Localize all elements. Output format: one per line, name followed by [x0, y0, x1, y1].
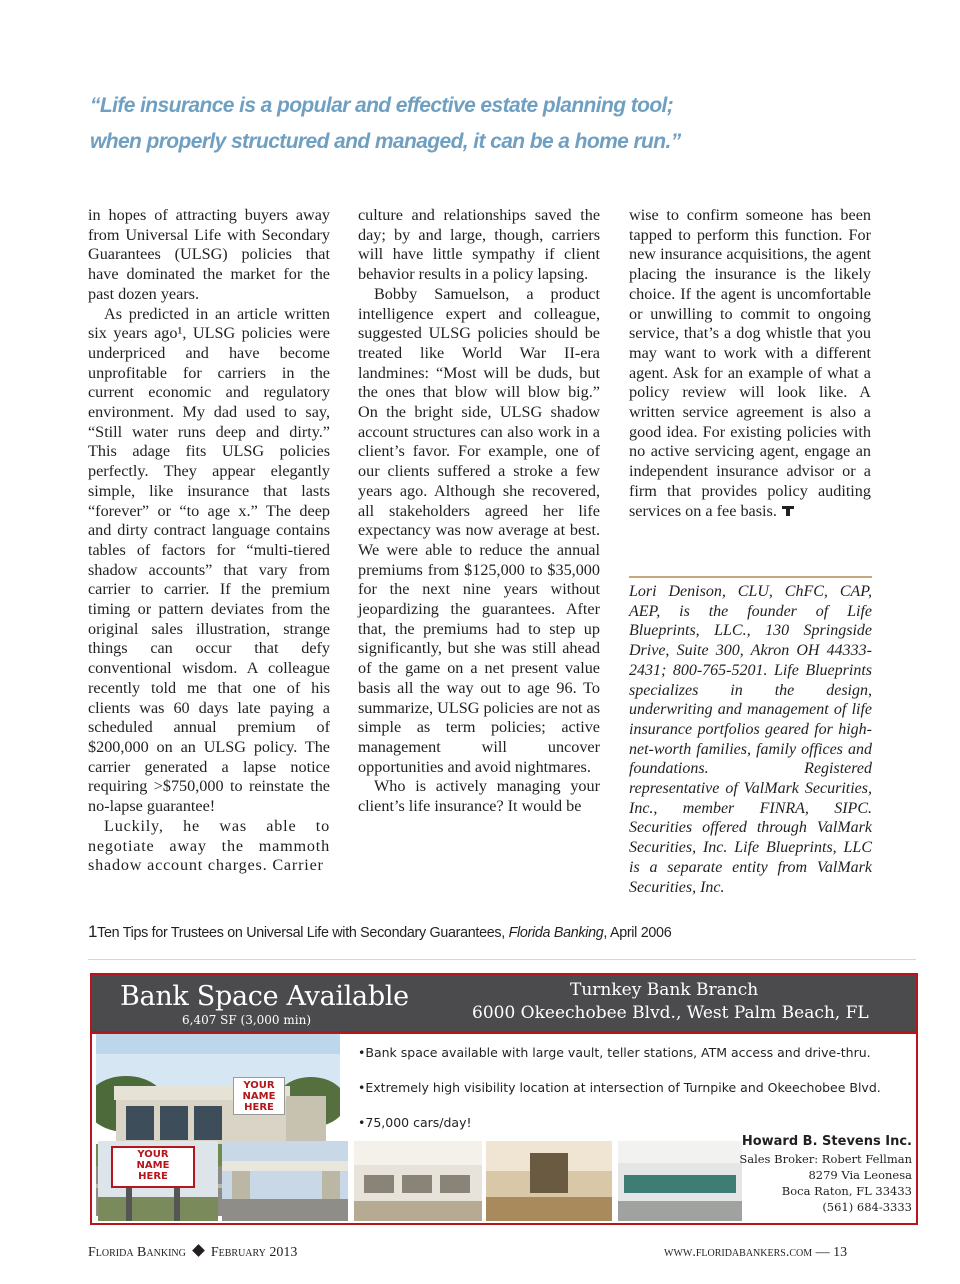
thumbnail-lobby: [486, 1141, 612, 1221]
pull-quote: [90, 88, 790, 160]
website-url: www.floridabankers.com: [664, 1245, 813, 1260]
paragraph: As predicted in an article written six years ago¹, ULSG policies were underpriced and have become unprofitable for carriers in the current economic and regulatory environment. My dad used to say, “Still water runs deep and dirty.” This adage fits ULSG policies perfectly. They appear elegantly simple, like insurance that lasts “forever” or “to age x.” The deep and dirty contract language contains tables of factors for “multi-tiered shadow accounts” that vary from carrier to carrier. If the premium timing or pattern deviates from the original sales illustration, strange things can occur that defy conventional wisdom. A colleague recently told me that one of his clients was 60 days late paying a scheduled annual premium of $200,000 on an ULSG policy. The carrier generated a lapse notice requiring >$750,000 to reinstate the no-lapse guarantee!: [88, 304, 330, 816]
author-bio: Lori Denison, CLU, ChFC, CAP, AEP, is the founder of Life Blueprints, LLC., 130 Springside Drive, Suite 300, Akron OH 44333-2431; 800-765-5201. Life Blueprints specializes in the design, underwriting and management of life insurance portfolios geared for high-net-worth families, family offices and foundations. Registered representative of ValMark Securities, Inc., member FINRA, SIPC. Securities offered through ValMark Securities, Inc. Life Blueprints, LLC is a separate entity from ValMark Securities, Inc.: [629, 583, 872, 896]
phone-number: (561) 684-3333: [822, 1200, 912, 1214]
page-number: — 13: [815, 1245, 848, 1260]
address-line-1: 8279 Via Leonesa: [808, 1168, 912, 1182]
ad-banner: [92, 975, 916, 1031]
article-column-1: [88, 206, 330, 876]
footnote-date: , April 2006: [603, 925, 672, 941]
ad-title: Bank Space Available: [120, 981, 409, 1012]
footnote-text: Ten Tips for Trustees on Universal Life with Secondary Guarantees,: [97, 925, 509, 941]
end-of-article-icon: [781, 505, 795, 517]
company-name: Howard B. Stevens Inc.: [741, 1134, 912, 1149]
issue-date: February 2013: [210, 1245, 298, 1260]
footer-publication: [88, 1245, 297, 1261]
bio-divider: [629, 576, 872, 578]
publication-name: Florida Banking: [88, 1245, 186, 1260]
paragraph: Who is actively managing your client’s life insurance? It would be: [358, 777, 600, 816]
ad-feature-item: •Extremely high visibility location at intersection of Turnpike and Okeechobee Blvd.: [358, 1080, 881, 1095]
paragraph: in hopes of attracting buyers away from Universal Life with Secondary Guarantees (ULSG) policies that have dominated the market for the past dozen years.: [88, 206, 330, 303]
bank-space-advertisement: [90, 973, 918, 1225]
address-line-2: Boca Raton, FL 33433: [781, 1184, 912, 1198]
pull-quote-line-2: when properly structured and managed, it can be a home run.”: [90, 130, 681, 153]
paragraph: Bobby Samuelson, a product intelligence expert and colleague, suggested ULSG policies should be treated like World War II-era landmines: “Most will be duds, but the ones that blow will blow big.” On the bright side, ULSG shadow account structures can also work in a client’s favor. For example, one of our clients suffered a stroke a few years ago. Although she recovered, all stakeholders agreed her life expectancy was now average at best. We were able to reduce the annual premiums from $125,000 to $35,000 for the next nine years without jeopardizing the guarantees. After that, the premiums had to step up significantly, but she was still ahead of the game on a net present value basis all the way out to age 96. To summarize, ULSG policies are not as simple as term policies; active management will uncover opportunities and avoid nightmares.: [358, 284, 600, 776]
pull-quote-line-1: “Life insurance is a popular and effective estate planning tool;: [90, 94, 674, 117]
footnote-source: Florida Banking: [508, 925, 604, 941]
thumbnail-roadside-sign: [98, 1141, 218, 1221]
thumbnail-teller-stations: [618, 1141, 742, 1221]
footnote-number: 1: [88, 922, 98, 941]
paragraph: [629, 206, 871, 521]
paragraph-text: wise to confirm someone has been tapped to perform this function. For new insurance acquisitions, the agent placing the insurance is the likely choice. If the agent is uncomfortable or unwilling to commit to ongoing service, that’s a dog whistle that you may want to work with a different agent. Ask for an example of what a policy review will look like. A written service agreement is also a good idea. For existing policies with no active servicing agent, engage an independent insurance advisor or a firm that provides policy auditing services on a fee basis.: [629, 206, 871, 520]
thumbnail-interior-cubicles: [354, 1141, 482, 1221]
article-column-3: [629, 206, 871, 521]
paragraph: culture and relationships saved the day; by and large, though, carriers will have little sympathy if client behavior results in a policy lapsing.: [358, 206, 600, 284]
ad-subtitle: 6,407 SF (3,000 min): [182, 1013, 312, 1027]
sales-broker: Sales Broker: Robert Fellman: [739, 1152, 912, 1166]
thumbnail-drive-thru: [222, 1141, 348, 1221]
roadside-sign-text: YOUR NAME HERE: [136, 1149, 170, 1182]
ad-branch-address: 6000 Okeechobee Blvd., West Palm Beach, FL: [472, 1003, 869, 1023]
section-divider: [88, 959, 916, 960]
ad-feature-item: •75,000 cars/day!: [358, 1115, 472, 1130]
diamond-icon: [192, 1244, 205, 1257]
your-name-here-sign: YOUR NAME HERE: [233, 1077, 285, 1115]
ad-contact-block: [732, 1133, 912, 1215]
article-column-2: [358, 206, 600, 817]
ad-branch-name: Turnkey Bank Branch: [570, 980, 759, 1000]
ad-feature-item: •Bank space available with large vault, teller stations, ATM access and drive-thru.: [358, 1045, 871, 1060]
paragraph: Luckily, he was able to negotiate away the mammoth shadow account charges. Carrier: [88, 816, 330, 875]
footer-website: [664, 1245, 847, 1261]
footnote: [88, 922, 908, 942]
